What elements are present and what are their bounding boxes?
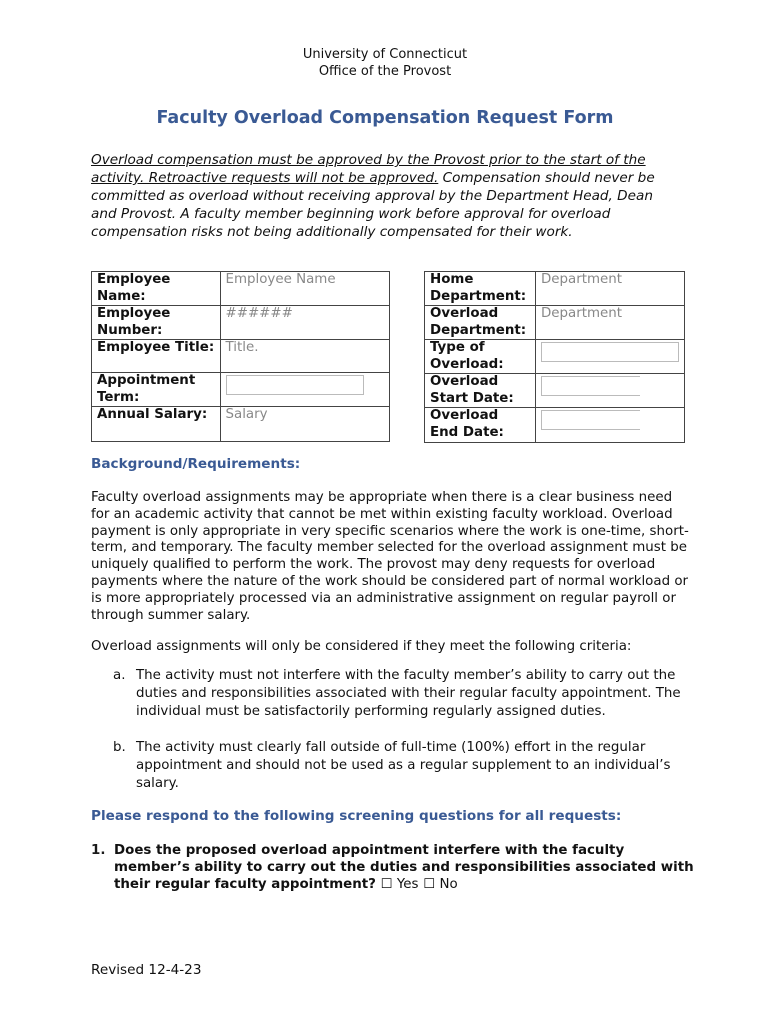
criteria-mark-a: a.: [113, 668, 126, 683]
criteria-mark-b: b.: [113, 740, 126, 755]
revision-footer: Revised 12-4-23: [91, 962, 202, 978]
overload-end-cell: [536, 408, 685, 443]
employee-title-field[interactable]: Title.: [220, 340, 390, 373]
overload-type-dropdown[interactable]: [541, 342, 679, 362]
university-name: University of Connecticut: [302, 47, 468, 62]
overload-type-cell: [536, 340, 685, 374]
annual-salary-field[interactable]: Salary: [220, 407, 390, 442]
employee-info-table: [91, 271, 390, 442]
overload-info-table: [424, 271, 685, 443]
page-title: Faculty Overload Compensation Request Form: [156, 108, 614, 128]
question-1-text: Does the proposed overload appointment interfere with the faculty member’s ability to carry out the duties and responsibilities associated with their regular faculty appointment?: [114, 843, 694, 892]
employee-name-label: Employee Name:: [92, 272, 221, 306]
overload-department-field[interactable]: Department: [536, 306, 685, 340]
overload-start-date-picker[interactable]: [541, 376, 640, 396]
annual-salary-label: Annual Salary:: [92, 407, 221, 442]
overload-end-date-picker[interactable]: [541, 410, 640, 430]
question-1-yes-checkbox[interactable]: ☐ Yes: [380, 877, 419, 892]
criteria-item-a: The activity must not interfere with the faculty member’s ability to carry out the duties and responsibilities associated with their regular faculty appointment. The individual must be satisfactorily performing regularly assigned duties.: [136, 668, 681, 719]
screening-heading: Please respond to the following screening questions for all requests:: [91, 808, 622, 824]
overload-start-cell: [536, 374, 685, 408]
overload-department-label: Overload Department:: [425, 306, 536, 340]
employee-name-field[interactable]: Employee Name: [220, 272, 390, 306]
overload-start-label: Overload Start Date:: [425, 374, 536, 408]
employee-title-label: Employee Title:: [92, 340, 221, 373]
intro-rest: Compensation should never be committed as overload without receiving approval by the Department Head, Dean and Provost. A faculty member beginning work before approval for overload compensation risks not being additionally compensated for their work.: [91, 170, 655, 240]
criteria-intro: Overload assignments will only be considered if they meet the following criteria:: [91, 639, 632, 654]
office-name: Office of the Provost: [318, 64, 452, 79]
question-1-number: 1.: [91, 843, 106, 858]
intro-notice: [91, 151, 681, 241]
question-1-no-checkbox[interactable]: ☐ No: [423, 877, 458, 892]
appointment-term-cell: [220, 373, 390, 407]
question-1: [114, 842, 694, 893]
home-department-field[interactable]: Department: [536, 272, 685, 306]
appointment-term-label: Appointment Term:: [92, 373, 221, 407]
background-paragraph: Faculty overload assignments may be appropriate when there is a clear business need for an academic activity that cannot be met within existing faculty workload. Overload payment is only appropriate in very specific scenarios where the work is one-time, short-term, and temporary. The faculty member selected for the overload assignment must be uniquely qualified to perform the work. The provost may deny requests for overload payments where the nature of the work should be considered part of normal workload or is more appropriately processed via an administrative assignment on regular payroll or through summer salary.: [91, 490, 689, 623]
criteria-item-b: The activity must clearly fall outside of full-time (100%) effort in the regular appointment and should not be used as a regular supplement to an individual’s salary.: [136, 740, 671, 791]
employee-number-field[interactable]: ######: [220, 306, 390, 340]
intro-underlined: Overload compensation must be approved by the Provost prior to the start of the activity. Retroactive requests will not be approved.: [91, 152, 646, 186]
employee-number-label: Employee Number:: [92, 306, 221, 340]
home-department-label: Home Department:: [425, 272, 536, 306]
background-heading: Background/Requirements:: [91, 456, 301, 472]
appointment-term-dropdown[interactable]: [226, 375, 364, 395]
overload-end-label: Overload End Date:: [425, 408, 536, 443]
overload-type-label: Type of Overload:: [425, 340, 536, 374]
